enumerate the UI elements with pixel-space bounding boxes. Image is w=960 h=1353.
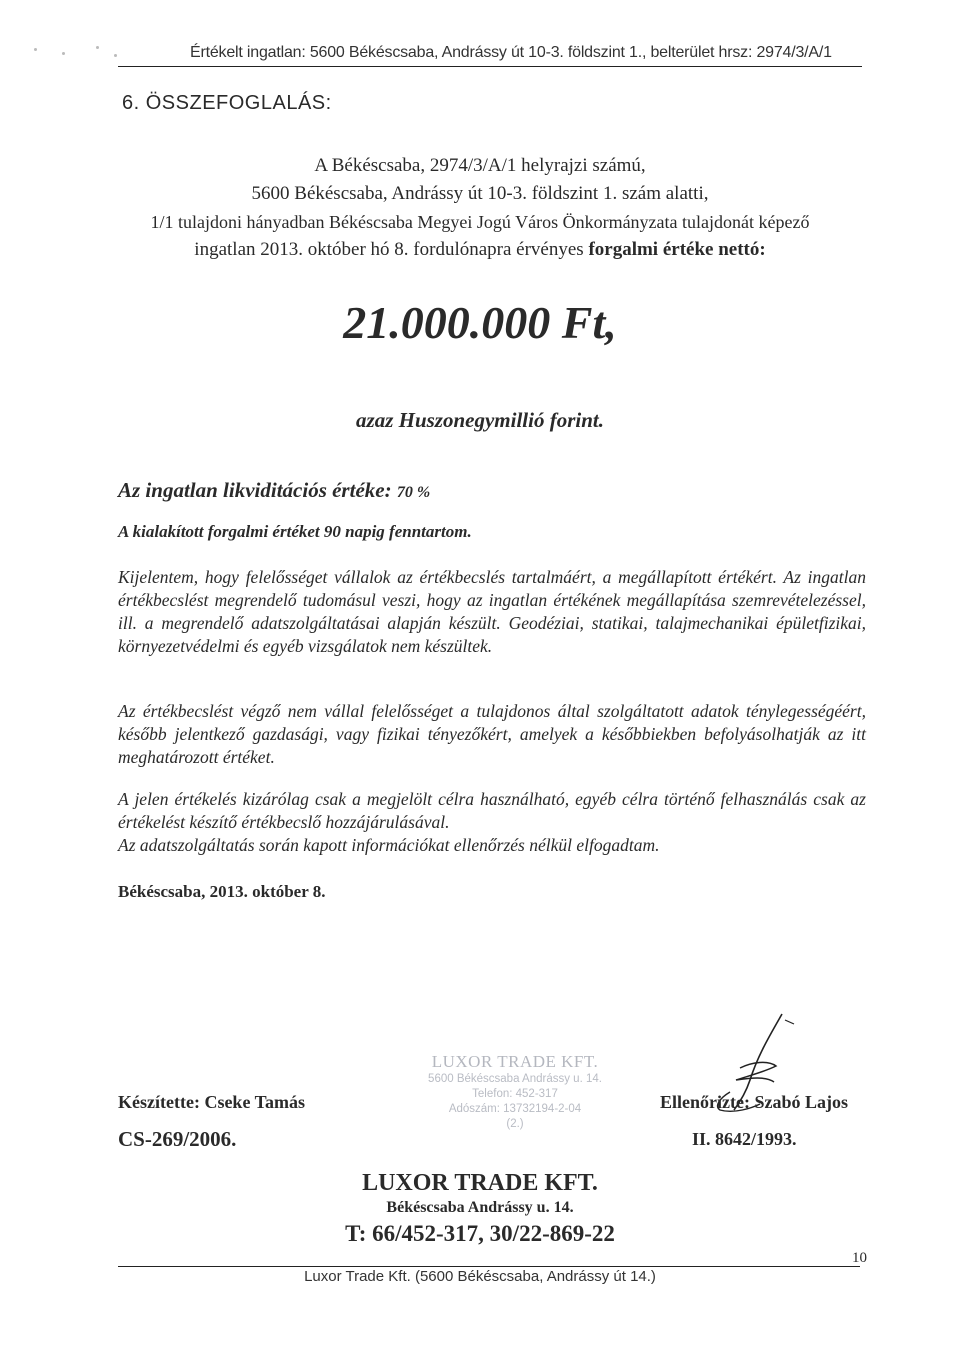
usage-restriction: A jelen értékelés kizárólag csak a megjelölt célra használható, egyéb célra történő felhasználás csak az értékelést készítő értékbecslő hozzájárulásával. [118,789,866,832]
stamp-phone: Telefon: 452-317 [472,1088,558,1100]
checked-by-registration: II. 8642/1993. [692,1129,797,1149]
validity-statement: A kialakított forgalmi értéket 90 napig fenntartom. [118,522,472,541]
liability-paragraph: Az értékbecslést végző nem vállal felelősséget a tulajdonos által szolgáltatott adatok ténylegességéért, később jelentkező gazdasági, vagy fizikai tényezőkért, amelyek a későbbiekben befolyásolhatják az itt meghatározott értéket. [118,701,866,767]
stamp-note: (2.) [506,1118,524,1130]
company-stamp [405,1052,625,1132]
date-line: Békéscsaba, 2013. október 8. [118,882,326,901]
scan-speck [114,54,117,57]
company-address: Békéscsaba Andrássy u. 14. [386,1199,574,1216]
scan-speck [34,48,37,51]
data-acceptance: Az adatszolgáltatás során kapott információkat ellenőrzés nélkül elfogadtam. [118,835,660,855]
section-title: 6. ÖSSZEFOGLALÁS: [122,92,332,114]
intro-line-3: 1/1 tulajdoni hányadban Békéscsaba Megyei Jogú Város Önkormányzata tulajdonát képező [150,212,810,232]
summary-intro [90,152,870,264]
company-name: LUXOR TRADE KFT. [362,1170,598,1196]
prepared-by-registration: CS-269/2006. [118,1127,237,1151]
checked-by-block [660,1092,848,1150]
checked-by: Ellenőrizte: Szabó Lajos [660,1092,848,1112]
intro-line-4 [90,236,870,264]
stamp-address: 5600 Békéscsaba Andrássy u. 14. [428,1073,602,1085]
company-phone: T: 66/452-317, 30/22-869-22 [345,1221,615,1246]
scan-speck [62,52,65,55]
footer-rule [118,1266,860,1267]
stamp-tax-number: Adószám: 13732194-2-04 [448,1103,582,1115]
declaration-paragraph: Kijelentem, hogy felelősséget vállalok az értékbecslés tartalmáért, a megállapított értékért. Az ingatlan értékbecslést megrendelő tudomásul veszi, hogy az ingatlan értékének megállapítása szemrevételezéssel, ill. a megrendelő adatszolgáltatásai alapján készült. Geodéziai, statikai, talajmechanikai épületfizikai, környezetvédelmi és egyéb vizsgálatok nem készültek. [118,567,866,656]
liquidity-label: Az ingatlan likviditációs értéke: [118,478,397,502]
market-value-label: forgalmi értéke nettó: [588,239,766,260]
liquidity-value [118,478,430,503]
market-value-in-words: azaz Huszonegymillió forint. [356,408,604,432]
intro-line-1: A Békéscsaba, 2974/3/A/1 helyrajzi számú, [314,155,646,176]
page-footer: Luxor Trade Kft. (5600 Békéscsaba, Andrássy út 14.) [304,1268,656,1285]
usage-paragraph [118,788,866,857]
intro-line-2: 5600 Békéscsaba, Andrássy út 10-3. földszint 1. szám alatti, [251,183,709,204]
company-block [90,1170,870,1247]
liquidity-percent: 70 % [396,484,431,501]
page-header: Értékelt ingatlan: 5600 Békéscsaba, Andrássy út 10-3. földszint 1., belterület hrsz: 2974/3/A/1 [190,44,832,61]
header-rule [118,66,862,67]
prepared-by-block [118,1092,305,1152]
prepared-by: Készítette: Cseke Tamás [118,1092,305,1112]
intro-line-4-text: ingatlan 2013. október hó 8. fordulónapra érvényes [194,239,589,260]
market-value-amount: 21.000.000 Ft, [343,297,617,348]
page-number: 10 [852,1250,867,1266]
scan-speck [96,46,99,49]
stamp-title: LUXOR TRADE KFT. [431,1052,599,1071]
